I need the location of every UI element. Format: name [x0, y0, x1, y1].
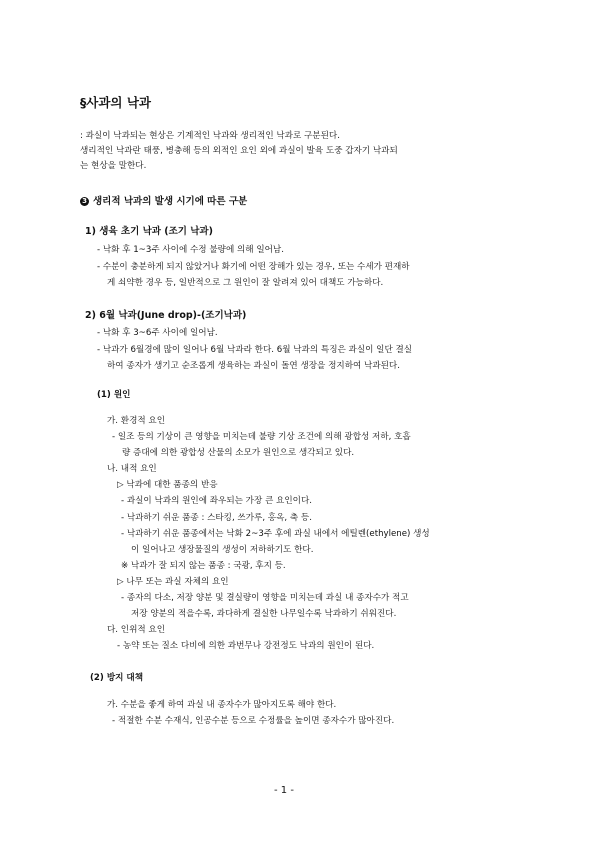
sub2-bullet-2a: - 낙과가 6월경에 많이 일어나 6월 낙과라 한다. 6월 낙과의 특징은 과실이 일단 결실: [97, 345, 413, 355]
sub2-bullet-2b: 하여 종자가 생기고 순조롭게 생육하는 과실이 돌연 생장을 정지하여 낙과된다.: [107, 361, 400, 371]
cause-na-triangle-2: ▷ 나무 또는 과실 자체의 요인: [117, 577, 229, 587]
intro-line-2: 생리적인 낙과란 태풍, 병충해 등의 외적인 요인 외에 과실이 발육 도중 갑자기 낙과되: [80, 146, 398, 156]
sub2-heading: 2) 6월 낙과(June drop)-(조기낙과): [85, 310, 247, 321]
prevent-bullet-1: - 적절한 수분 수재식, 인공수분 등으로 수정률을 높이면 종자수가 많아진다.: [112, 716, 395, 726]
cause-da-bullet-1: - 농약 또는 질소 다비에 의한 과번무나 강전정도 낙과의 원인이 된다.: [117, 641, 375, 651]
cause-na-bullet-4a: - 종자의 다소, 저장 양분 및 결실량이 영향을 미치는데 과실 내 종자수가 적고: [121, 593, 409, 603]
prevent-ga: 가. 수분을 좋게 하여 과실 내 종자수가 많아지도록 해야 한다.: [107, 700, 337, 710]
sub1-bullet-2a: - 수분이 충분하게 되지 않았거나 화기에 어떤 장해가 있는 경우, 또는 수세가 편재하: [97, 262, 410, 272]
cause-ga-bullet-1a: - 일조 등의 기상이 큰 영향을 미치는데 불량 기상 조건에 의해 광합성 저하, 호흡: [112, 432, 411, 442]
sub2-bullet-1: - 낙화 후 3~6주 사이에 일어남.: [97, 328, 218, 338]
prevent-heading: (2) 방지 대책: [90, 673, 144, 683]
sub1-heading: 1) 생육 초기 낙과 (조기 낙과): [85, 226, 213, 237]
cause-na-bullet-3b: 이 일어나고 생장물질의 생성이 저하하기도 한다.: [131, 545, 314, 555]
cause-na-note: ※ 낙과가 잘 되지 않는 품종 : 국광, 후지 등.: [121, 561, 286, 571]
cause-na-bullet-4b: 저장 양분의 적을수록, 과다하게 결실한 나무일수록 낙과하기 쉬워진다.: [131, 609, 397, 619]
cause-na-bullet-3a: - 낙과하기 쉬운 품종에서는 낙화 2~3주 후에 과실 내에서 에틸렌(ethylene) 생성: [121, 529, 430, 539]
cause-heading: (1) 원인: [97, 390, 131, 400]
cause-na-bullet-1: - 과실이 낙과의 원인에 좌우되는 가장 큰 요인이다.: [121, 496, 312, 506]
sub1-bullet-1: - 낙화 후 1~3주 사이에 수정 불량에 의해 일어남.: [97, 245, 284, 255]
cause-na: 나. 내적 요인: [107, 464, 157, 474]
document-title: §사과의 낙과: [80, 95, 151, 110]
intro-line-3: 는 현상을 말한다.: [80, 161, 147, 171]
cause-da: 다. 인위적 요인: [107, 625, 166, 635]
cause-na-bullet-2: - 낙과하기 쉬운 품종 : 스타킹, 쓰가루, 홍옥, 축 등.: [121, 513, 312, 523]
circled-number-icon: 3: [80, 197, 89, 206]
sub1-bullet-2b: 게 쇠약한 경우 등, 일반적으로 그 원인이 잘 알려져 있어 대책도 가능하다.: [107, 278, 384, 288]
cause-ga-bullet-1b: 량 증대에 의한 광합성 산물의 소모가 원인으로 생각되고 있다.: [122, 448, 355, 458]
cause-ga: 가. 환경적 요인: [107, 416, 166, 426]
section-heading-text: 생리적 낙과의 발생 시기에 따른 구분: [93, 196, 248, 207]
cause-na-triangle-1: ▷ 낙과에 대한 품종의 반응: [117, 480, 218, 490]
intro-line-1: : 과실이 낙과되는 현상은 기계적인 낙과와 생리적인 낙과로 구분된다.: [80, 131, 340, 141]
section-heading: [80, 196, 247, 207]
page-number: - 1 -: [274, 785, 294, 796]
